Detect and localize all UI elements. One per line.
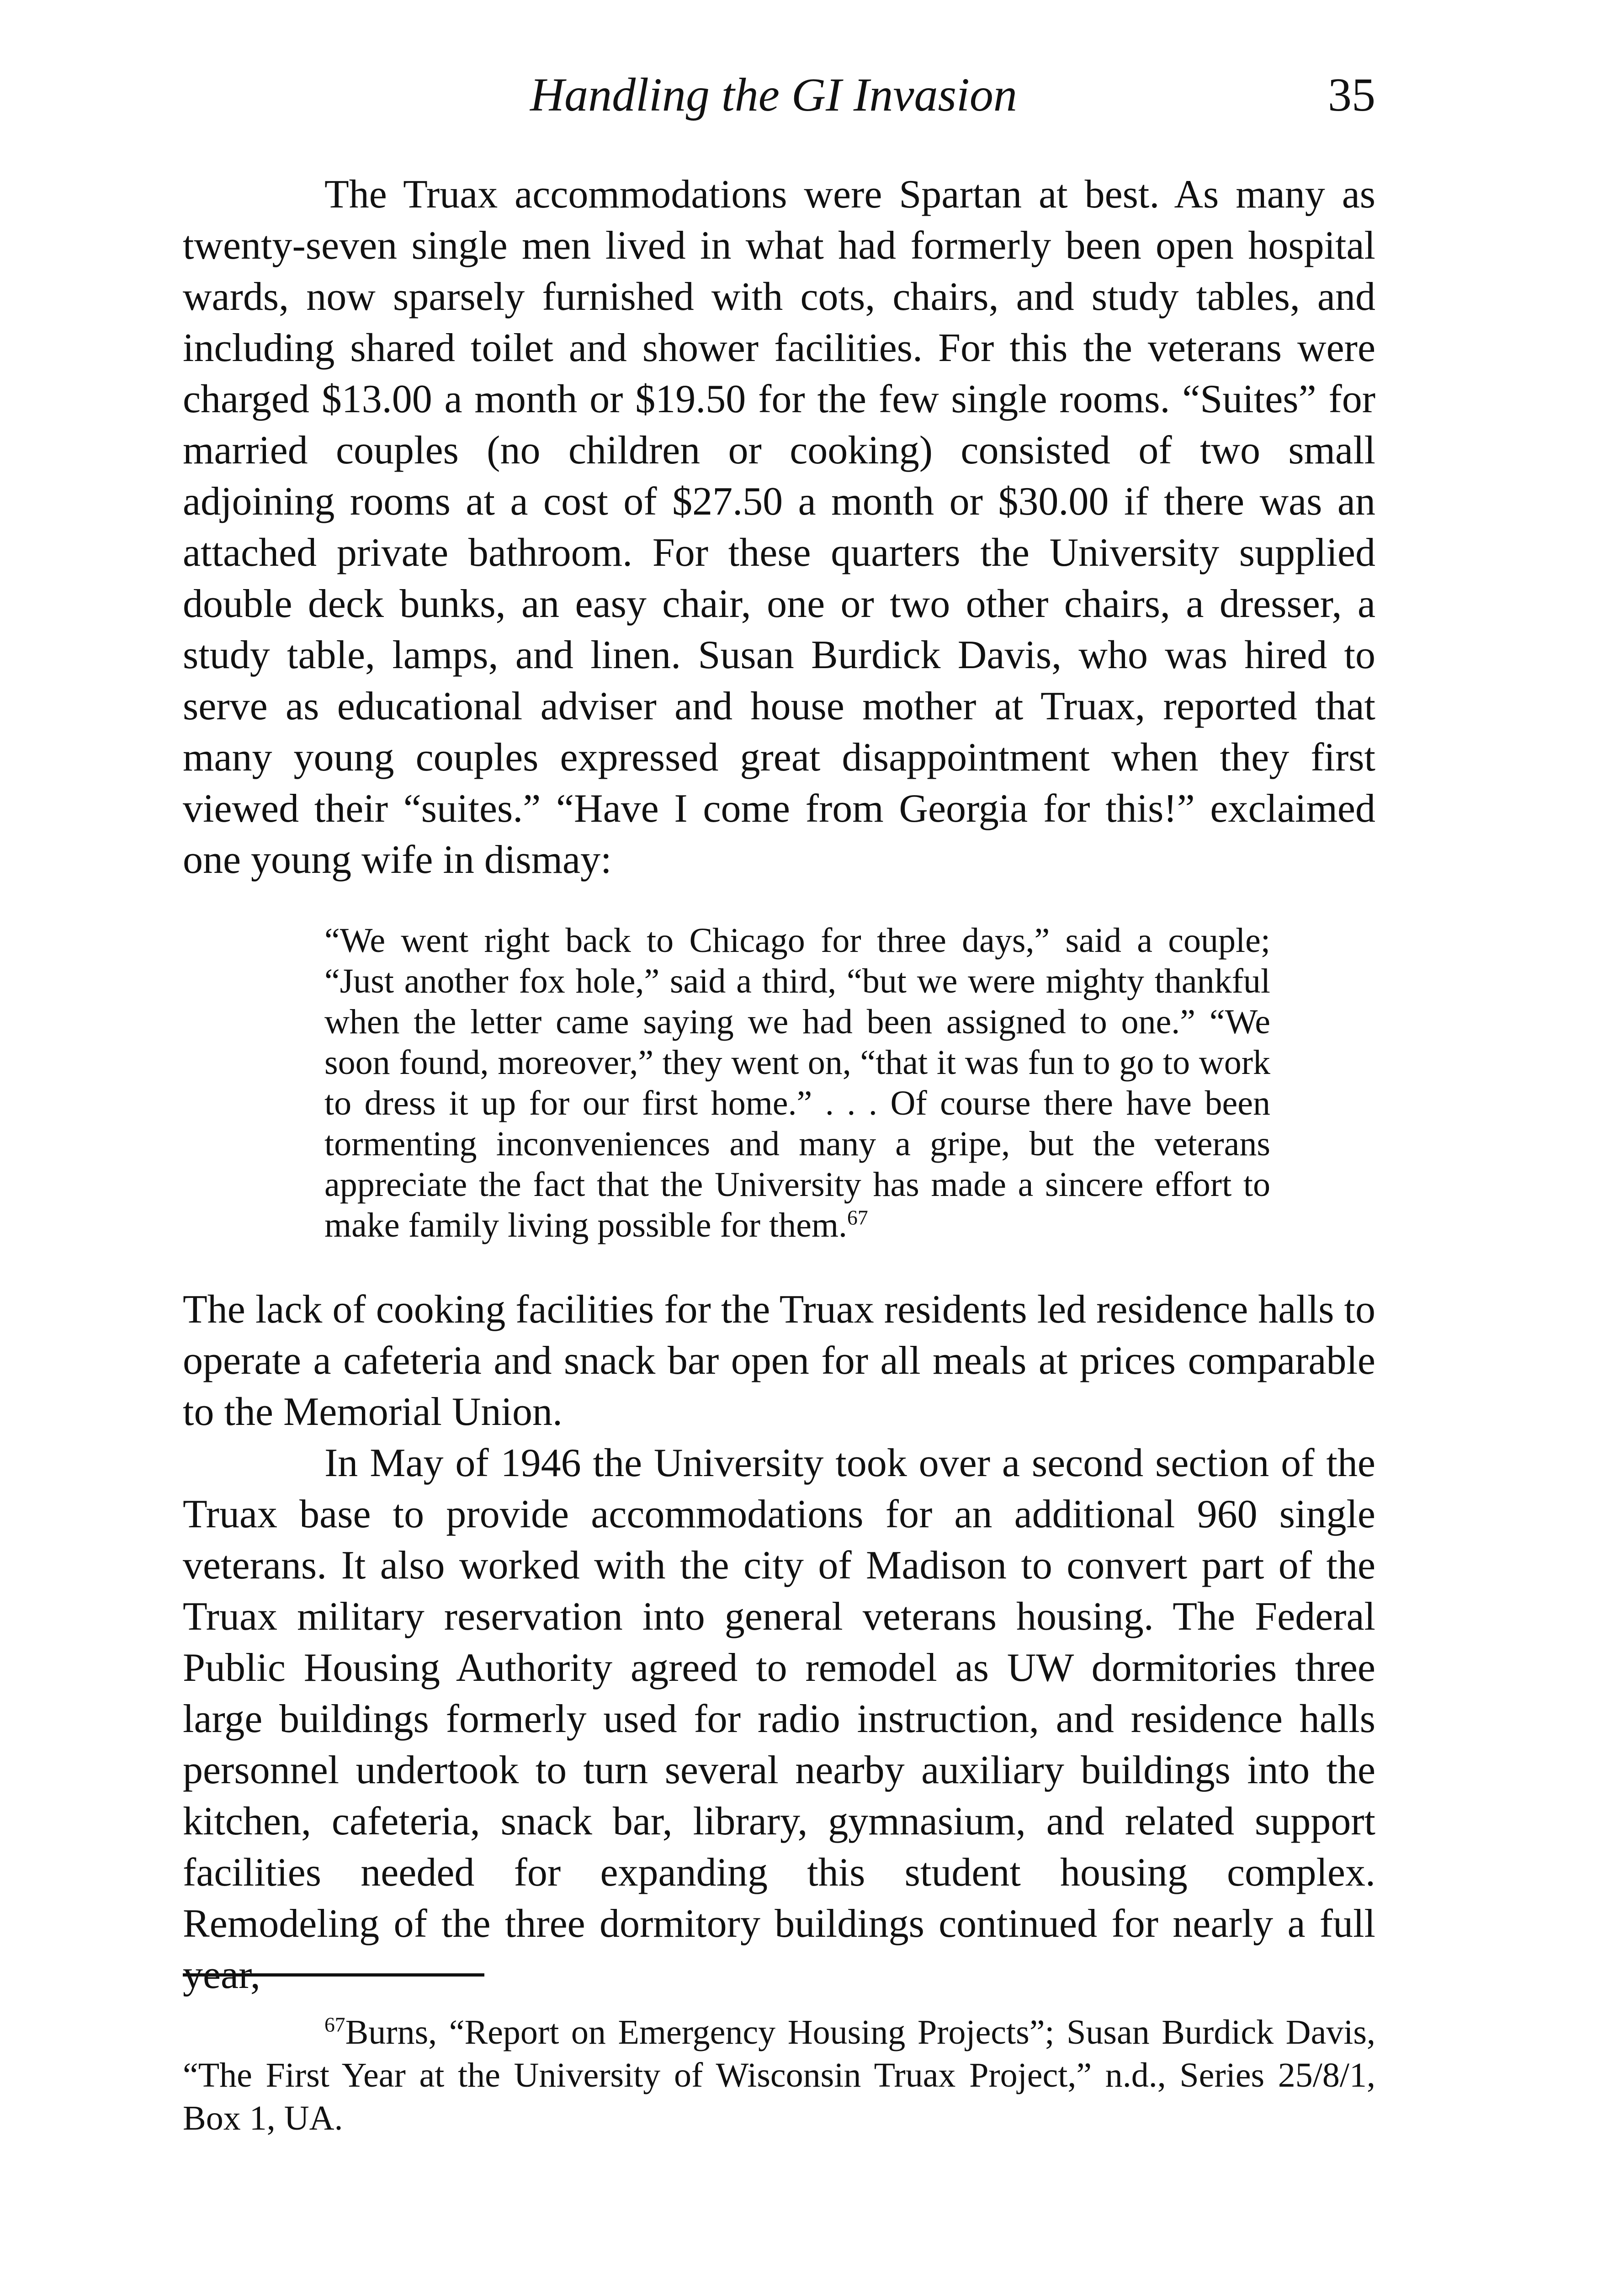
page-number: 35 xyxy=(1328,69,1375,121)
footnote-number: 67 xyxy=(324,2013,345,2036)
paragraph-truax-accommodations: The Truax accommodations were Spartan at best. As many as twenty-seven single men lived in what had formerly been open hospital wards, now sparsely furnished with cots, chairs, and study tables, and including shared toilet and shower facilities. For this the veterans were charged $13.00 a month or $19.50 for the few single rooms. “Suites” for married couples (no children or cooking) consisted of two small adjoining rooms at a cost of $27.50 a month or $30.00 if there was an attached private bathroom. For these quarters the University supplied double deck bunks, an easy chair, one or two other chairs, a dresser, a study table, lamps, and linen. Susan Burdick Davis, who was hired to serve as educational adviser and house mother at Truax, reported that many young couples expressed great disappointment when they first viewed their “suites.” “Have I come from Georgia for this!” exclaimed one young wife in dismay: xyxy=(183,172,1375,882)
block-quote xyxy=(324,920,1270,1246)
page-header xyxy=(183,63,1375,127)
main-text xyxy=(183,169,1375,2001)
footnote-reference: 67 xyxy=(847,1206,868,1229)
footnote-67 xyxy=(183,2011,1375,2140)
footnotes xyxy=(183,2011,1375,2140)
block-quote-text: “We went right back to Chicago for three days,” said a couple; “Just another fox hole,” said a third, “but we were mighty thankful when the letter came saying we had been assigned to one.” “We soon found, moreover,” they went on, “that it was fun to go to work to dress it up for our first home.” . . . Of course there have been tormenting inconveniences and many a gripe, but the veterans appreciate the fact that the University has made a sincere effort to make family living possible for them. xyxy=(324,921,1270,1244)
paragraph-cooking-facilities: The lack of cooking facilities for the Truax residents led residence halls to operate a cafeteria and snack bar open for all meals at prices comparable to the Memorial Union. xyxy=(183,1287,1375,1434)
footnote-separator xyxy=(183,1973,484,1977)
footnote-text: Burns, “Report on Emergency Housing Projects”; Susan Burdick Davis, “The First Year at the University of Wisconsin Truax Project,” n.d., Series 25/8/1, Box 1, UA. xyxy=(183,2013,1375,2137)
paragraph-second-section: In May of 1946 the University took over a second section of the Truax base to provide accommodations for an additional 960 single veterans. It also worked with the city of Madison to convert part of the Truax military reservation into general veterans housing. The Federal Public Housing Authority agreed to remodel as UW dormitories three large buildings formerly used for radio instruction, and residence halls personnel undertook to turn several nearby auxiliary buildings into the kitchen, cafeteria, snack bar, library, gymnasium, and related support facilities needed for expanding this student housing complex. Remodeling of the three dormitory buildings continued for nearly a full year, xyxy=(183,1441,1375,1997)
running-head: Handling the GI Invasion xyxy=(530,69,1017,121)
